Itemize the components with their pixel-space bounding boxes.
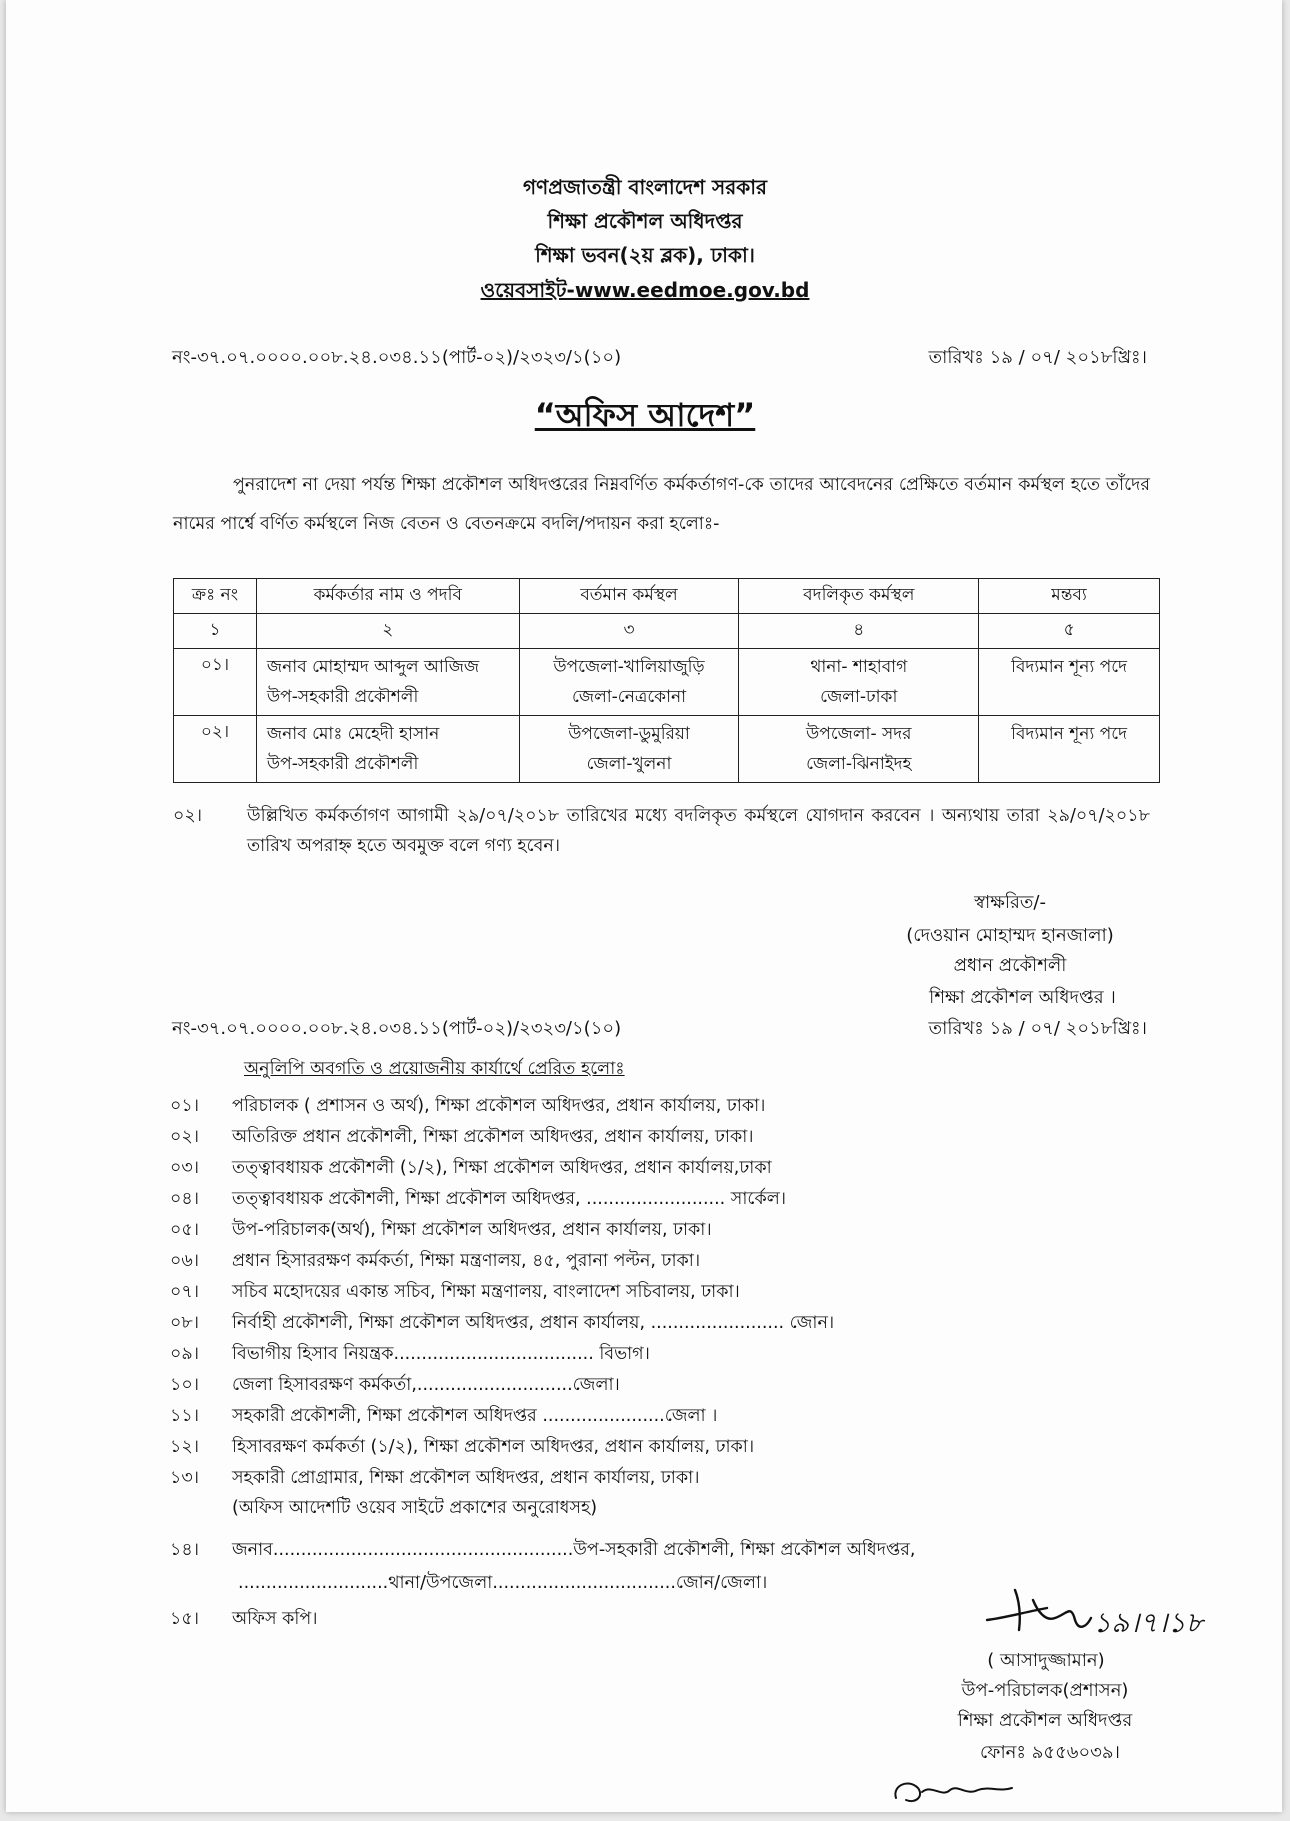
list-item-number: ১১। — [170, 1406, 199, 1426]
current-upazila: উপজেলা-খালিয়াজুড়ি — [553, 657, 705, 677]
header-remark: মন্তব্য — [979, 579, 1160, 614]
memo-number: নং-৩৭.০৭.০০০০.০০৮.২৪.০৩৪.১১(পার্ট-০২)/২৩২৩/১(১০) — [172, 347, 622, 368]
list-item-number: ০১। — [170, 1096, 199, 1116]
signatory2-office: শিক্ষা প্রকৌশল অধিদপ্তর — [957, 1710, 1133, 1731]
signatory2-phone: ফোনঃ ৯৫৫৬০৩৯। — [979, 1742, 1120, 1763]
list-item-number: ০৪। — [170, 1189, 199, 1209]
list-item-number: ০৬। — [170, 1251, 200, 1271]
current-upazila: উপজেলা-ডুমুরিয়া — [568, 724, 690, 744]
department-name: শিক্ষা প্রকৌশল অধিদপ্তর — [547, 209, 743, 233]
list-item-number: ০৭। — [170, 1282, 200, 1302]
signed-mark: স্বাক্ষরিত/- — [974, 892, 1046, 913]
signatory-office: শিক্ষা প্রকৌশল অধিদপ্তর । — [929, 987, 1116, 1008]
list-item — [170, 1403, 717, 1432]
current-district: জেলা-নেত্রকোনা — [571, 687, 687, 707]
initials-signature — [888, 1770, 1018, 1810]
govt-name: গণপ্রজাতন্ত্রী বাংলাদেশ সরকার — [523, 175, 767, 199]
signatory-designation: প্রধান প্রকৌশলী — [953, 955, 1067, 976]
list-item-text: সহকারী প্রোগ্রামার, শিক্ষা প্রকৌশল অধিদপ্তর, প্রধান কার্যালয়, ঢাকা। — [232, 1468, 700, 1488]
list-item-text: বিভাগীয় হিসাব নিয়ন্ত্রক.................................... বিভাগ। — [232, 1344, 650, 1364]
signatory2-name: ( আসাদুজ্জামান) — [987, 1650, 1105, 1671]
list-item-number: ১০। — [170, 1375, 199, 1395]
officer-cell — [256, 716, 519, 783]
col-number: ৪ — [739, 614, 979, 649]
list-item-number: ১৪। — [170, 1540, 199, 1560]
current-station-cell — [519, 716, 739, 783]
officer-name: জনাব মোঃ মেহেদী হাসান — [266, 724, 440, 744]
website-link[interactable]: ওয়েবসাইট-www.eedmoe.gov.bd — [480, 278, 810, 302]
col-number: ৫ — [979, 614, 1160, 649]
list-item — [170, 1093, 765, 1122]
list-item-text: অফিস কপি। — [232, 1609, 318, 1629]
table-header-row — [174, 579, 1160, 614]
signatory-name: (দেওয়ান মোহাম্মদ হানজালা) — [906, 925, 1114, 946]
new-district: জেলা-ঝিনাইদহ — [806, 754, 912, 774]
column-number-row — [174, 614, 1160, 649]
list-item — [170, 1155, 772, 1184]
new-upazila: উপজেলা- সদর — [806, 724, 912, 744]
memo-number-copy: নং-৩৭.০৭.০০০০.০০৮.২৪.০৩৪.১১(পার্ট-০২)/২৩২৩/১(১০) — [172, 1018, 622, 1039]
list-item-text: সহকারী প্রকৌশলী, শিক্ষা প্রকৌশল অধিদপ্তর ......................জেলা । — [232, 1406, 718, 1426]
list-item — [170, 1217, 712, 1246]
list-item-number: ০৩। — [170, 1158, 200, 1178]
header-serial: ক্রঃ নং — [174, 579, 257, 614]
list-item-text: প্রধান হিসাররক্ষণ কর্মকর্তা, শিক্ষা মন্ত্রণালয়, ৪৫, পুরানা পল্টন, ঢাকা। — [232, 1251, 701, 1271]
list-item-text: সচিব মহোদয়ের একান্ত সচিব, শিক্ষা মন্ত্রণালয়, বাংলাদেশ সচিবালয়, ঢাকা। — [232, 1282, 740, 1302]
list-item-text: নির্বাহী প্রকৌশলী, শিক্ষা প্রকৌশল অধিদপ্তর, প্রধান কার্যালয়, ........................ জোন। — [232, 1313, 835, 1333]
list-item-number: ০৯। — [170, 1344, 199, 1364]
list-item — [170, 1465, 699, 1494]
list-item-text: তত্ত্বাবধায়ক প্রকৌশলী, শিক্ষা প্রকৌশল অধিদপ্তর, ......................... সার্কেল। — [232, 1189, 787, 1209]
list-item-note: (অফিস আদেশটি ওয়েব সাইটে প্রকাশের অনুরোধসহ) — [232, 1498, 598, 1518]
new-station-cell — [739, 716, 979, 783]
list-item-number: ০৮। — [170, 1313, 199, 1333]
col-number: ১ — [174, 614, 257, 649]
list-item — [170, 1248, 700, 1277]
officer-designation: উপ-সহকারী প্রকৌশলী — [266, 687, 419, 707]
officer-cell — [256, 649, 519, 716]
list-item-text: পরিচালক ( প্রশাসন ও অর্থ), শিক্ষা প্রকৌশল অধিদপ্তর, প্রধান কার্যালয়, ঢাকা। — [232, 1096, 766, 1116]
memo-date: তারিখঃ ১৯ / ০৭/ ২০১৮খ্রিঃ। — [928, 347, 1147, 368]
new-district: জেলা-ঢাকা — [820, 687, 898, 707]
list-item — [170, 1341, 650, 1370]
list-item — [170, 1434, 754, 1463]
memo-date-copy: তারিখঃ ১৯ / ০৭/ ২০১৮খ্রিঃ। — [928, 1018, 1147, 1039]
office-address: শিক্ষা ভবন(২য় ব্লক), ঢাকা। — [535, 243, 755, 267]
list-item-text: জেলা হিসাবরক্ষণ কর্মকর্তা,............................জেলা। — [232, 1375, 620, 1395]
list-item-number: ০২। — [170, 1127, 200, 1147]
header-name: কর্মকর্তার নাম ও পদবি — [256, 579, 519, 614]
row-serial: ০১। — [174, 649, 257, 716]
list-item — [170, 1124, 754, 1153]
list-item-text: হিসাবরক্ষণ কর্মকর্তা (১/২), শিক্ষা প্রকৌশল অধিদপ্তর, প্রধান কার্যালয়, ঢাকা। — [232, 1437, 755, 1457]
col-number: ৩ — [519, 614, 739, 649]
list-item — [170, 1310, 834, 1339]
officer-designation: উপ-সহকারী প্রকৌশলী — [266, 754, 419, 774]
row-serial: ০২। — [174, 716, 257, 783]
current-station-cell — [519, 649, 739, 716]
col-number: ২ — [256, 614, 519, 649]
list-item-continuation: ...........................থানা/উপজেলা.................................জোন/জেলা। — [238, 1573, 768, 1593]
new-thana: থানা- শাহাবাগ — [810, 657, 908, 677]
order-title: “অফিস আদেশ” — [534, 396, 756, 434]
note-text: উল্লিখিত কর্মকর্তাগণ আগামী ২৯/০৭/২০১৮ তারিখের মধ্যে বদলিকৃত কর্মস্থলে যোগদান করবেন । অন্যথায় তারা ২৯/০৭/২০১৮ তারিখ অপরাহ্ন হতে অবমুক্ত বলে গণ্য হবেন। — [247, 806, 1150, 856]
list-item-text: তত্ত্বাবধায়ক প্রকৌশলী (১/২), শিক্ষা প্রকৌশল অধিদপ্তর, প্রধান কার্যালয়,ঢাকা — [232, 1158, 772, 1178]
list-item-number: ০৫। — [170, 1220, 199, 1240]
list-item — [170, 1279, 740, 1308]
list-item-number: ১৩। — [170, 1468, 199, 1488]
remark-cell: বিদ্যমান শূন্য পদে — [979, 649, 1160, 716]
signature-date: ১৯।৭।১৮ — [1093, 1606, 1204, 1639]
handwritten-signature — [975, 1560, 1205, 1660]
list-item — [170, 1606, 317, 1635]
note-number: ০২। — [173, 806, 203, 826]
order-body: পুনরাদেশ না দেয়া পর্যন্ত শিক্ষা প্রকৌশল অধিদপ্তরের নিম্নবর্ণিত কর্মকর্তাগণ-কে তাদের আবেদনের প্রেক্ষিতে বর্তমান কর্মস্থল হতে তাঁদের নামের পার্শ্বে বর্ণিত কর্মস্থলে নিজ বেতন ও বেতনক্রমে বদলি/পদায়ন করা হলোঃ- — [173, 475, 1150, 534]
new-station-cell — [739, 649, 979, 716]
list-item-text: অতিরিক্ত প্রধান প্রকৌশলী, শিক্ষা প্রকৌশল অধিদপ্তর, প্রধান কার্যালয়, ঢাকা। — [232, 1127, 754, 1147]
list-item-text: উপ-পরিচালক(অর্থ), শিক্ষা প্রকৌশল অধিদপ্তর, প্রধান কার্যালয়, ঢাকা। — [232, 1220, 712, 1240]
remark-cell: বিদ্যমান শূন্য পদে — [979, 716, 1160, 783]
current-district: জেলা-খুলনা — [586, 754, 672, 774]
signatory2-designation: উপ-পরিচালক(প্রশাসন) — [961, 1680, 1129, 1701]
list-item — [170, 1186, 786, 1215]
copy-heading: অনুলিপি অবগতি ও প্রয়োজনীয় কার্যার্থে প্রেরিত হলোঃ — [244, 1059, 625, 1079]
list-item — [170, 1537, 915, 1566]
header-new-station: বদলিকৃত কর্মস্থল — [739, 579, 979, 614]
table-row — [174, 649, 1160, 716]
list-item-number: ১৫। — [170, 1609, 199, 1629]
list-item — [170, 1372, 620, 1401]
list-item-number: ১২। — [170, 1437, 199, 1457]
list-item-text: জনাব......................................................উপ-সহকারী প্রকৌশলী, শিক্ষা প্রকৌশল অধিদপ্তর, — [232, 1540, 916, 1560]
table-row — [174, 716, 1160, 783]
officer-name: জনাব মোহাম্মদ আব্দুল আজিজ — [266, 657, 480, 677]
header-current-station: বর্তমান কর্মস্থল — [519, 579, 739, 614]
transfer-table — [173, 578, 1160, 783]
